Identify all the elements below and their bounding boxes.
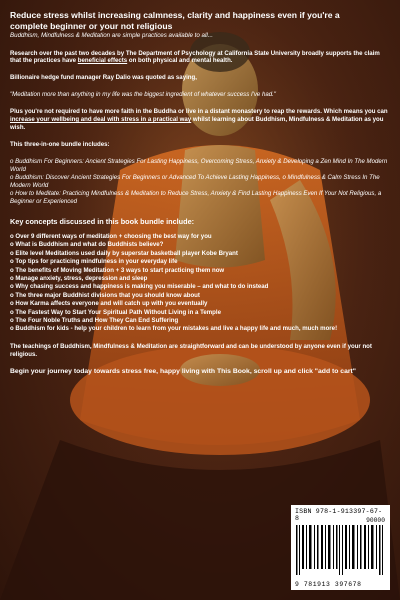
bundle-list — [10, 158, 390, 206]
concept-item: o Over 9 different ways of meditation + choosing the best way for you — [10, 232, 212, 240]
concept-item: o The benefits of Moving Meditation + 3 ways to start practicing them now — [10, 266, 225, 274]
teachings-paragraph: The teachings of Buddhism, Mindfulness & Meditation are straightforward and can be understood by anyone even if your not religious. — [10, 342, 372, 358]
concepts-list — [10, 233, 390, 334]
dalio-paragraph: Billionaire hedge fund manager Ray Dalio was quoted as saying, — [10, 74, 197, 82]
plus-highlight: increase your wellbeing and deal with stress in a practical way — [10, 116, 192, 124]
concept-item: o What is Buddhism and what do Buddhists believe? — [10, 241, 164, 249]
concept-item: o The Fastest Way to Start Your Spiritual Path Without Living in a Temple — [10, 308, 221, 316]
concept-item: o The three major Buddhist divisions that you should know about — [10, 291, 200, 299]
cover-text — [10, 10, 390, 376]
subline: Buddhism, Mindfulness & Meditation are simple practices available to all... — [10, 32, 213, 40]
headline-line-2: complete beginner or your not religious — [10, 20, 173, 31]
concept-item: o Buddhism for kids - help your children to learn from your mistakes and live a happy life and much, much more! — [10, 325, 338, 333]
concept-item: o How Karma affects everyone and will catch up with you eventually — [10, 300, 208, 308]
research-highlight: beneficial effects — [77, 57, 128, 65]
concept-item: o Top tips for practicing mindfulness in your everyday life — [10, 258, 178, 266]
price-code: 90000 — [366, 517, 385, 524]
plus-text-2: whilst learning about Buddhism, Mindfulness & Meditation as you wish. — [10, 116, 384, 132]
plus-paragraph — [10, 108, 390, 132]
headline — [10, 10, 390, 31]
concepts-title: Key concepts discussed in this book bundle include: — [10, 217, 195, 227]
concept-item: o Manage anxiety, stress, depression and sleep — [10, 274, 148, 282]
bundle-intro: This three-in-one bundle includes: — [10, 140, 110, 148]
isbn-number: 9 781913 397678 — [295, 581, 362, 588]
headline-line-1: Reduce stress whilst increasing calmness, clarity and happiness even if you're a — [10, 10, 340, 20]
concept-item: o Why chasing success and happiness is making you miserable – and what to do instead — [10, 283, 269, 291]
bundle-item: o How to Meditate: Practicing Mindfulness & Meditation to Reduce Stress, Anxiety & Find Lasting Happiness Even If Your Not Religious, a Beginner or Experienced — [10, 189, 382, 205]
bundle-item: o Buddhism: Discover Ancient Strategies For Beginners or Advanced To Achieve Lasting Happiness, o Mindfulness & Calm Stress In The Modern World — [10, 173, 380, 189]
concept-item: o Elite level Meditations used daily by superstar basketball player Kobe Bryant — [10, 249, 238, 257]
barcode-bars — [296, 525, 386, 575]
isbn-barcode — [291, 505, 390, 590]
bundle-item: o Buddhism For Beginners: Ancient Strategies For Lasting Happiness, Overcoming Stress, Anxiety & Developing a Zen Mind In The Modern World — [10, 157, 388, 173]
research-text-2: on both physical and mental health. — [127, 57, 233, 65]
concept-item: o The Four Noble Truths and How They Can End Suffering — [10, 316, 179, 324]
isbn-label: ISBN 978-1-913397-67-8 — [295, 508, 383, 522]
research-paragraph — [10, 50, 390, 66]
research-text-1: Research over the past two decades by The Department of Psychology at California State University broadly supports the claim that the practices have — [10, 49, 380, 65]
dalio-quote: "Meditation more than anything in my life was the biggest ingredient of whatever success I've had." — [10, 91, 276, 99]
plus-text-1: Plus you're not required to have more faith in the Buddha or live in a distant monastery to reap the rewards. Which means you can — [10, 108, 388, 116]
call-to-action: Begin your journey today towards stress free, happy living with This Book, scroll up and click "add to cart" — [10, 367, 356, 375]
